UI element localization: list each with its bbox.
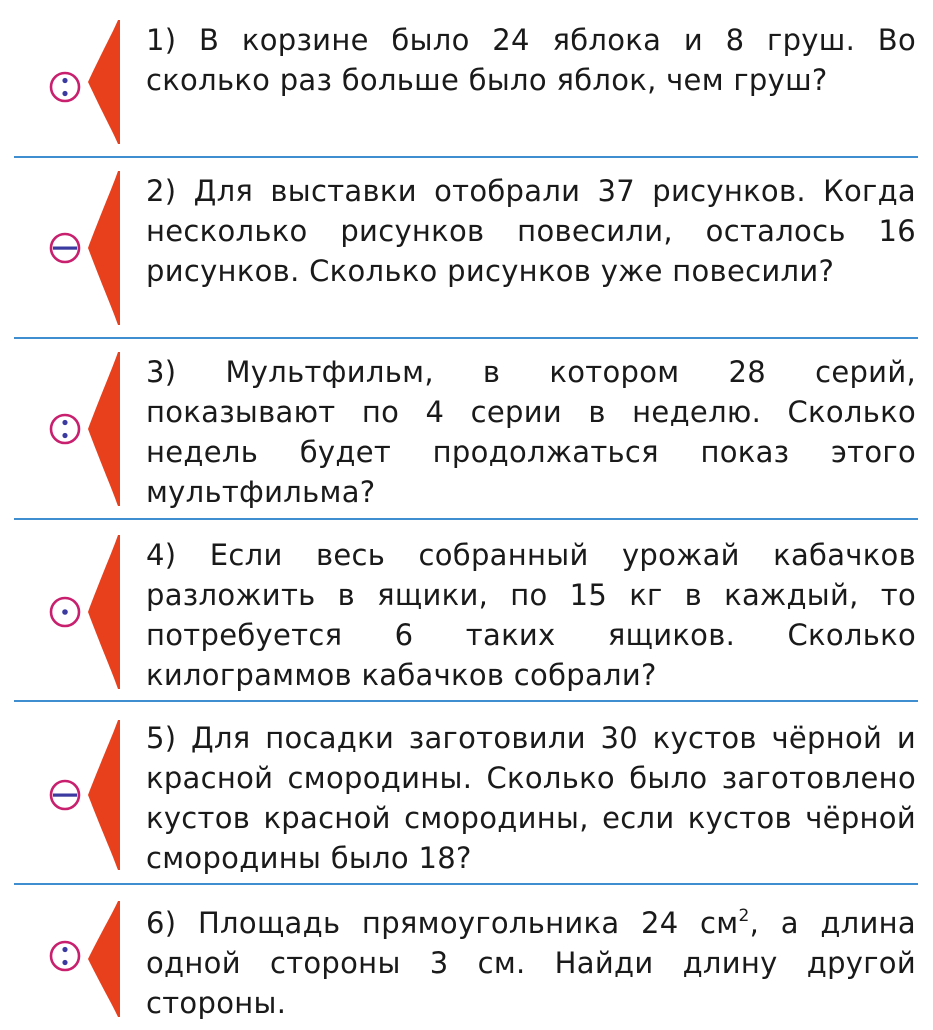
problem-5-text	[146, 718, 916, 878]
problem-4-text	[146, 535, 916, 695]
problem-statement: Для выставки отобрали 37 рисунков. Когда несколько рисунков повесили, осталось 16 рисунков. Сколько рисунков уже повесили?	[146, 174, 916, 288]
problem-3-marker	[48, 346, 126, 514]
problem-statement: В корзине было 24 яблока и 8 груш. Во сколько раз больше было яблок, чем груш?	[146, 23, 916, 97]
problem-6-marker	[48, 893, 126, 1027]
problem-3	[0, 346, 933, 514]
divider-2	[14, 337, 918, 339]
problem-2-marker	[48, 165, 126, 333]
red-flag-icon	[88, 20, 122, 144]
problem-statement-part-2: , а длина одной стороны 3 см. Найди длину другой стороны.	[146, 906, 916, 1020]
problem-3-text	[146, 352, 916, 512]
problem-statement: Для посадки заготовили 30 кустов чёрной и красной смородины. Сколько было заготовлено кустов красной смородины, если кустов чёрной смородины было 18?	[146, 721, 916, 875]
division-icon	[48, 939, 82, 973]
problem-2-text	[146, 171, 916, 291]
red-flag-icon	[88, 901, 122, 1017]
division-icon	[48, 70, 82, 104]
minus-icon	[48, 778, 82, 812]
problem-number: 3)	[146, 355, 177, 389]
problem-5-marker	[48, 710, 126, 878]
problem-number: 4)	[146, 538, 177, 572]
divider-3	[14, 518, 918, 520]
superscript-squared: 2	[738, 906, 750, 926]
divider-1	[14, 156, 918, 158]
problem-4	[0, 527, 933, 695]
division-icon	[48, 412, 82, 446]
problem-statement: Мультфильм, в котором 28 серий, показывают по 4 серии в неделю. Сколько недель будет продолжаться показ этого мультфильма?	[146, 355, 916, 509]
problem-1	[0, 18, 933, 148]
problem-6	[0, 893, 933, 1027]
problem-number: 5)	[146, 721, 177, 755]
problem-number: 2)	[146, 174, 177, 208]
red-flag-icon	[88, 171, 122, 325]
problem-4-marker	[48, 527, 126, 695]
problem-statement: Если весь собранный урожай кабачков разложить в ящики, по 15 кг в каждый, то потребуется 6 таких ящиков. Сколько килограммов кабачков собрали?	[146, 538, 916, 692]
red-flag-icon	[88, 535, 122, 689]
problem-6-text	[146, 903, 916, 1023]
divider-4	[14, 700, 918, 702]
divider-5	[14, 883, 918, 885]
problem-number: 6)	[146, 906, 177, 940]
problem-1-text	[146, 20, 916, 100]
red-flag-icon	[88, 352, 122, 506]
problem-2	[0, 165, 933, 333]
red-flag-icon	[88, 720, 122, 870]
multiplication-icon	[48, 595, 82, 629]
problem-number: 1)	[146, 23, 177, 57]
problem-statement-part-1: Площадь прямоугольника 24 см	[197, 906, 739, 940]
problem-1-marker	[48, 18, 126, 148]
problem-5	[0, 710, 933, 878]
minus-icon	[48, 231, 82, 265]
